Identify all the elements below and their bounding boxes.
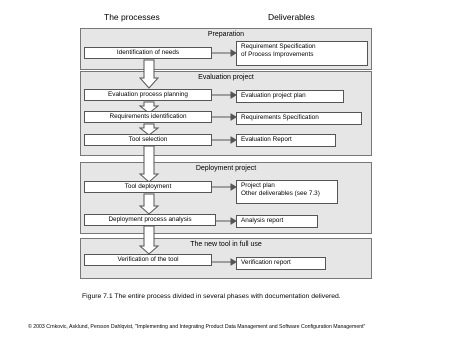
deliverable-evaluation-report: Evaluation Report [236, 134, 336, 147]
process-requirements-identification: Requirements identification [84, 111, 212, 123]
process-tool-selection: Tool selection [84, 134, 212, 146]
process-verification-of-the-tool: Verification of the tool [84, 254, 212, 266]
processes-header: The processes [104, 12, 160, 22]
copyright-notice: © 2003 Crnkovic, Asklund, Persson Dahlqvist, "Implementing and Integrating Product Data Management and Software Configuration Management" [28, 324, 366, 330]
process-evaluation-process-planning: Evaluation process planning [84, 89, 212, 101]
deliverable-evaluation-project-plan: Evaluation project plan [236, 90, 344, 103]
deliverable-project-plan: Project plan Other deliverables (see 7.3) [236, 180, 338, 204]
process-identification-of-needs: Identification of needs [84, 47, 212, 59]
deliverables-header: Deliverables [268, 12, 315, 22]
deliverable-requirement-specification: Requirement Specification of Process Improvements [236, 41, 368, 66]
process-deployment-process-analysis: Deployment process analysis [84, 214, 216, 226]
deliverable-verification-report: Verification report [236, 257, 326, 270]
phase-title: Preparation [207, 31, 245, 38]
figure-caption: Figure 7.1 The entire process divided in several phases with documentation delivered. [82, 293, 341, 300]
phase-title: Evaluation project [198, 74, 254, 81]
phase-title: Deployment project [195, 165, 257, 172]
deliverable-requirements-specification: Requirements Specification [236, 112, 362, 125]
process-tool-deployment: Tool deployment [84, 181, 212, 193]
deliverable-analysis-report: Analysis report [236, 215, 318, 228]
phase-title: The new tool in full use [190, 241, 262, 248]
